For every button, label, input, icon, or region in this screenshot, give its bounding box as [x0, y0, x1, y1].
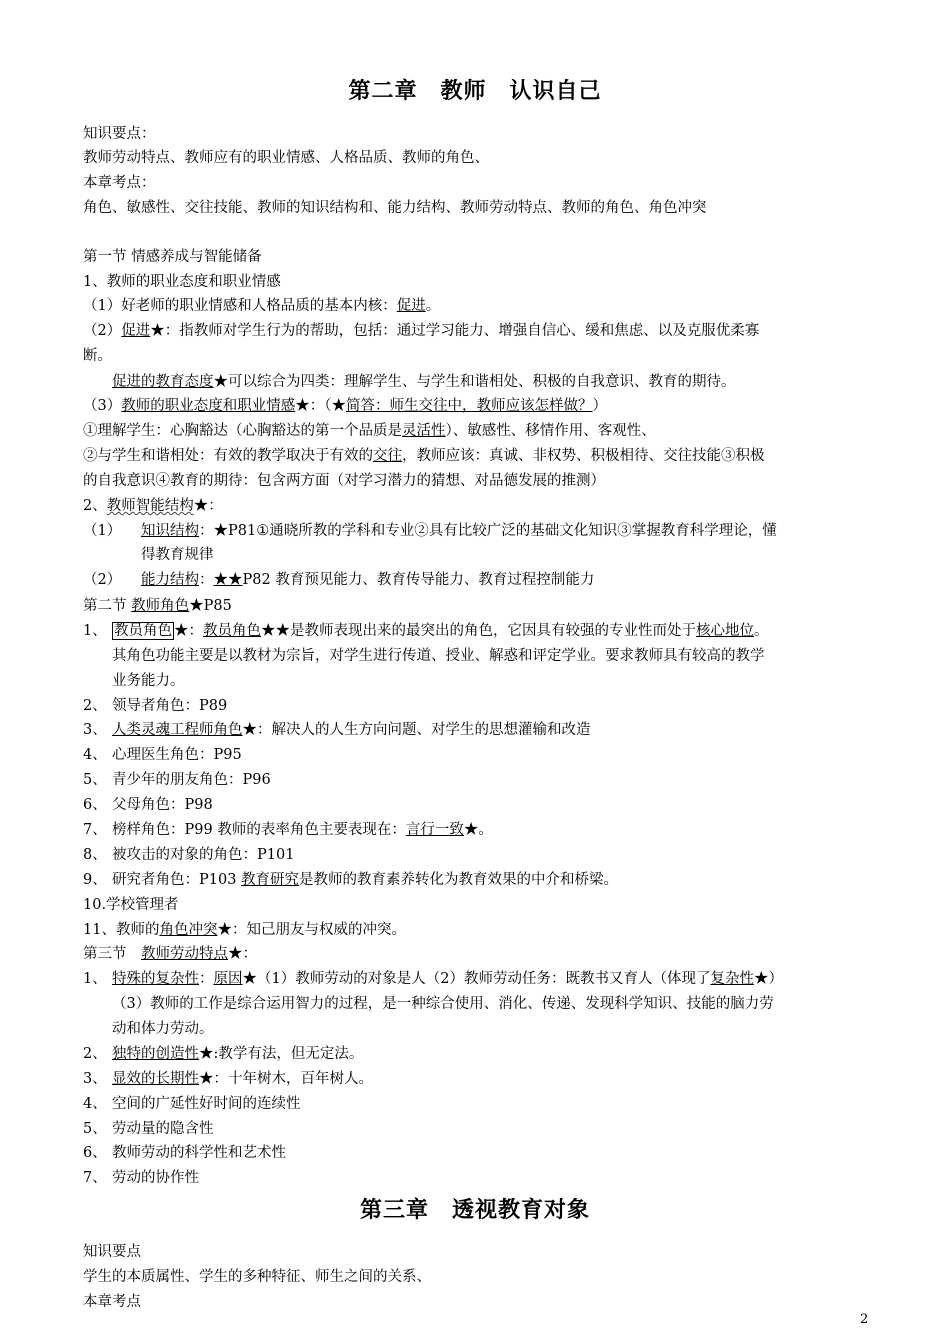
underlined-term: 原因 — [213, 971, 243, 987]
text-span: 研究者角色：P103 — [112, 872, 242, 888]
ch2-knowledge-label: 知识要点： — [83, 126, 156, 142]
text-span: ★P85 — [189, 598, 232, 614]
list-item: 教师劳动的科学性和艺术性 — [112, 1145, 286, 1161]
text-span: ） — [592, 398, 607, 414]
text-span: P82 教育预见能力、教育传导能力、教育过程控制能力 — [242, 572, 595, 588]
list-item: 空间的广延性好时间的连续性 — [112, 1096, 301, 1112]
text-span: （2） — [83, 323, 122, 339]
underlined-term: 灵活性 — [402, 423, 446, 439]
chapter-3-title: 第三章 透视教育对象 — [359, 1198, 590, 1223]
list-item — [83, 918, 873, 942]
text-span: ★（1）教师劳动的对象是人（2）教师劳动任务：既教书又育人（体现了 — [242, 971, 711, 987]
ch2-exam-label: 本章考点： — [83, 175, 156, 191]
chapter-2-title: 第二章 教师 认识自己 — [348, 79, 602, 104]
list-item — [112, 1042, 902, 1066]
list-item — [112, 1067, 902, 1091]
list-item: 青少年的朋友角色：P96 — [112, 772, 271, 788]
paragraph-line: 动和体力劳动。 — [112, 1021, 214, 1037]
list-item: 被攻击的对象的角色：P101 — [112, 847, 295, 863]
text-span: ★：知己朋友与权威的冲突。 — [217, 922, 406, 938]
text-span: （1）好老师的职业情感和人格品质的基本内核： — [83, 298, 397, 314]
text-span: 2、 — [83, 498, 107, 514]
ch2-exam-text: 角色、敏感性、交往技能、教师的知识结构和、能力结构、教师劳动特点、教师的角色、角色冲突 — [83, 200, 707, 216]
text-span: 第三节 — [83, 946, 141, 962]
underlined-term: 能力结构 — [141, 572, 199, 588]
list-number: 3、 — [83, 1071, 107, 1087]
text-span: （3） — [83, 398, 122, 414]
text-span: ，教师应该：真诚、非权势、积极相待、交往技能③积极 — [402, 448, 765, 464]
paragraph-line: 的自我意识④教育的期待：包含两方面（对学习潜力的猜想、对品德发展的推测） — [83, 473, 605, 489]
list-item: 领导者角色：P89 — [112, 698, 228, 714]
text-span: ★： — [228, 946, 257, 962]
underlined-term: 核心地位 — [696, 623, 754, 639]
text-span: 榜样角色：P99 教师的表率角色主要表现在： — [112, 822, 406, 838]
boxed-term: 教员角色 — [114, 623, 172, 639]
text-span: ★：指教师对学生行为的帮助，包括：通过学习能力、增强自信心、缓和焦虑、以及克服优柔寡 — [150, 323, 760, 339]
paragraph-line — [83, 494, 873, 518]
list-number: （2） — [83, 572, 122, 588]
underlined-term: 促进的教育态度 — [112, 374, 214, 390]
list-number: 5、 — [83, 1121, 107, 1137]
underlined-term: 显效的长期性 — [112, 1071, 199, 1087]
section-1-heading: 第一节 情感养成与智能储备 — [83, 249, 262, 265]
paragraph-line: （3）教师的工作是综合运用智力的过程，是一种综合使用、消化、传递、发现科学知识、技能的脑力劳 — [112, 996, 774, 1012]
item-1-heading: 1、教师的职业态度和职业情感 — [83, 274, 281, 290]
paragraph-line — [83, 319, 873, 343]
list-number: 7、 — [83, 822, 107, 838]
underlined-term: 独特的创造性 — [112, 1046, 199, 1062]
underlined-term: ★★ — [213, 572, 243, 588]
underlined-term: 促进 — [121, 323, 151, 339]
ch3-knowledge-label: 知识要点 — [83, 1244, 141, 1260]
list-number: 9、 — [83, 872, 107, 888]
list-item — [112, 718, 902, 742]
list-number: 3、 — [83, 722, 107, 738]
underlined-term: 教员角色 — [203, 623, 261, 639]
list-item: 父母角色：P98 — [112, 797, 213, 813]
section-2-heading — [83, 594, 873, 618]
list-item: 劳动的协作性 — [112, 1170, 199, 1186]
text-span: ★。 — [463, 822, 493, 838]
list-item: 心理医生角色：P95 — [112, 747, 242, 763]
list-number: 1、 — [83, 623, 107, 639]
underlined-term: 人类灵魂工程师角色 — [112, 722, 243, 738]
paragraph-line: 其角色功能主要是以教材为宗旨，对学生进行传道、授业、解惑和评定学业。要求教师具有较高的教学 — [112, 648, 765, 664]
underlined-term: 教师的职业态度和职业情感 — [121, 398, 296, 414]
text-span: ★：十年树木，百年树人。 — [199, 1071, 373, 1087]
list-number: 2、 — [83, 1046, 107, 1062]
ch3-knowledge-text: 学生的本质属性、学生的多种特征、师生之间的关系、 — [83, 1269, 431, 1285]
ch3-exam-label: 本章考点 — [83, 1294, 141, 1310]
text-span: 11、教师的 — [83, 922, 160, 938]
paragraph-line — [112, 619, 902, 643]
underlined-term: 简答：师生交往中，教师应该怎样做？ — [345, 398, 593, 414]
underlined-term: 特殊的复杂性 — [112, 971, 199, 987]
text-span: ★： — [193, 498, 223, 514]
text-span: 第二节 — [83, 598, 132, 614]
page-number: 2 — [860, 1312, 869, 1327]
paragraph-line — [83, 294, 873, 318]
text-span: ）、敏感性、移情作用、客观性、 — [445, 423, 656, 439]
text-span: ★： — [174, 623, 203, 639]
text-span: ②与学生和谐相处：有效的教学取决于有效的 — [83, 448, 373, 464]
list-number: 6、 — [83, 797, 107, 813]
list-number: 4、 — [83, 1096, 107, 1112]
list-item: 劳动量的隐含性 — [112, 1121, 214, 1137]
underlined-term: 言行一致 — [405, 822, 464, 838]
underlined-term: 教师角色 — [131, 598, 190, 614]
paragraph-line: 得教育规律 — [141, 547, 214, 563]
underlined-term: 知识结构 — [141, 523, 199, 539]
text-span: ★） — [753, 971, 783, 987]
text-span: 。 — [425, 298, 441, 314]
paragraph-line: 业务能力。 — [112, 673, 185, 689]
text-span: ①理解学生：心胸豁达（心胸豁达的第一个品质是 — [83, 423, 402, 439]
text-span: ： — [199, 572, 214, 588]
section-3-heading — [83, 942, 873, 966]
underlined-term: 促进 — [396, 298, 426, 314]
text-span: ★：（★ — [295, 398, 346, 414]
list-number: 1、 — [83, 971, 107, 987]
text-span: ★:教学有法，但无定法。 — [199, 1046, 364, 1062]
underlined-term: 复杂性 — [710, 971, 754, 987]
list-number: 5、 — [83, 772, 107, 788]
paragraph-line — [141, 519, 873, 543]
underlined-term: 教师劳动特点 — [141, 946, 228, 962]
paragraph-line — [83, 419, 873, 443]
list-item — [112, 818, 902, 842]
underlined-term: 教师智能结构 — [106, 498, 194, 514]
underlined-term: 交往 — [373, 448, 402, 464]
text-span: ： — [199, 971, 214, 987]
paragraph-line — [83, 394, 873, 418]
text-span: ★：解决人的人生方向问题、对学生的思想灌输和改造 — [242, 722, 591, 738]
ch2-knowledge-text: 教师劳动特点、教师应有的职业情感、人格品质、教师的角色、 — [83, 150, 489, 166]
list-number: 6、 — [83, 1145, 107, 1161]
text-span: 。 — [754, 623, 769, 639]
list-number: 7、 — [83, 1170, 107, 1186]
underlined-term: 角色冲突 — [159, 922, 218, 938]
text-span: ★★是教师表现出来的最突出的角色，它因具有较强的专业性而处于 — [261, 623, 696, 639]
paragraph-line: 断。 — [83, 348, 112, 364]
list-item: 10.学校管理者 — [83, 897, 179, 913]
list-number: 2、 — [83, 698, 107, 714]
list-item — [112, 868, 902, 892]
list-item — [112, 967, 902, 991]
paragraph-line — [112, 370, 902, 394]
text-span: ：★P81①通晓所教的学科和专业②具有比较广泛的基础文化知识③掌握教育科学理论，懂 — [199, 523, 777, 539]
text-span: 是教师的教育素养转化为教育效果的中介和桥梁。 — [299, 872, 619, 888]
text-span: ★可以综合为四类：理解学生、与学生和谐相处、积极的自我意识、教育的期待。 — [213, 374, 736, 390]
list-number: 8、 — [83, 847, 107, 863]
underlined-term: 教育研究 — [241, 872, 300, 888]
list-number: 4、 — [83, 747, 107, 763]
list-number: （1） — [83, 523, 122, 539]
paragraph-line — [83, 444, 873, 468]
paragraph-line — [141, 568, 931, 592]
